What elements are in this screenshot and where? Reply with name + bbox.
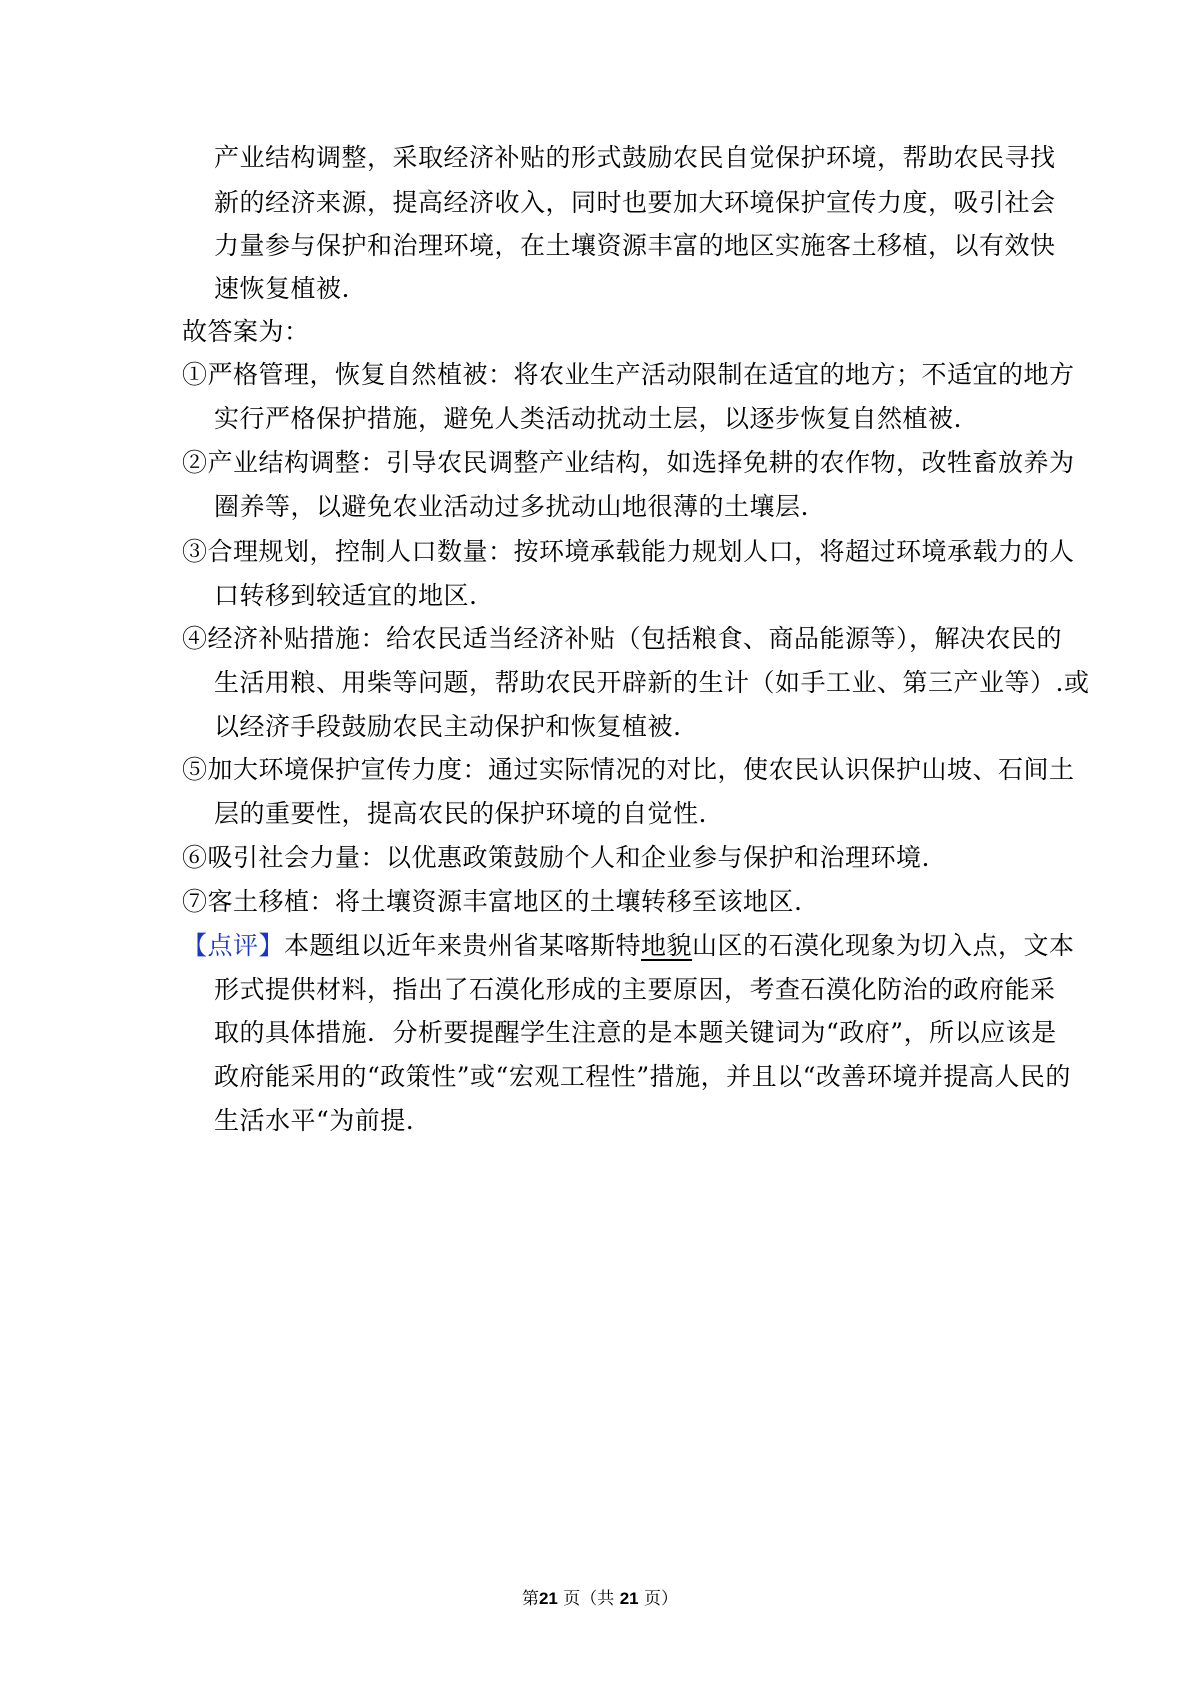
comment-line: 生活水平“为前提. — [214, 1106, 415, 1135]
paragraph-line: 速恢复植被. — [214, 274, 350, 303]
answer-item-3: ③合理规划，控制人口数量：按环境承载能力规划人口，将超过环境承载力的人 — [182, 537, 1075, 566]
answer-item-2-cont: 圈养等，以避免农业活动过多扰动山地很薄的土壤层. — [214, 492, 809, 521]
comment-line: 政府能采用的“政策性”或“宏观工程性”措施，并且以“改善环境并提高人民的 — [214, 1062, 1071, 1091]
paragraph-line: 力量参与保护和治理环境，在土壤资源丰富的地区实施客土移植，以有效快 — [214, 231, 1056, 260]
answer-item-4-cont: 以经济手段鼓励农民主动保护和恢复植被. — [214, 712, 682, 741]
answer-item-1-cont: 实行严格保护措施，避免人类活动扰动土层，以逐步恢复自然植被. — [214, 404, 962, 433]
comment-text: 山区的石漠化现象为切入点，文本 — [692, 931, 1075, 960]
comment-line: 取的具体措施．分析要提醒学生注意的是本题关键词为“政府”，所以应该是 — [214, 1018, 1057, 1047]
answer-item-2: ②产业结构调整：引导农民调整产业结构，如选择免耕的农作物，改牲畜放养为 — [182, 448, 1075, 477]
total-page-number: 21 — [619, 1589, 639, 1608]
answer-item-5-cont: 层的重要性，提高农民的保护环境的自觉性. — [214, 799, 707, 828]
paragraph-line: 产业结构调整，采取经济补贴的形式鼓励农民自觉保护环境，帮助农民寻找 — [214, 143, 1056, 172]
answer-item-3-cont: 口转移到较适宜的地区. — [214, 581, 478, 610]
answer-item-1: ①严格管理，恢复自然植被：将农业生产活动限制在适宜的地方；不适宜的地方 — [182, 360, 1075, 389]
comment-line: 形式提供材料，指出了石漠化形成的主要原因，考查石漠化防治的政府能采 — [214, 975, 1056, 1004]
paragraph-line: 新的经济来源，提高经济收入，同时也要加大环境保护宣传力度，吸引社会 — [214, 188, 1056, 217]
comment-text: 本题组以近年来贵州省某喀斯特 — [284, 931, 642, 960]
current-page-number: 21 — [538, 1589, 558, 1608]
answer-item-4: ④经济补贴措施：给农民适当经济补贴（包括粮食、商品能源等），解决农民的 — [182, 624, 1063, 653]
answer-item-7: ⑦客土移植：将土壤资源丰富地区的土壤转移至该地区. — [182, 887, 803, 916]
page-footer: 第21 页（共 21 页） — [521, 1589, 679, 1609]
comment-tag: 【点评】 — [182, 931, 285, 960]
answer-item-5: ⑤加大环境保护宣传力度：通过实际情况的对比，使农民认识保护山坡、石间土 — [182, 755, 1075, 784]
comment-first-line — [182, 929, 1075, 963]
answer-item-4-cont: 生活用粮、用柴等问题，帮助农民开辟新的生计（如手工业、第三产业等）.或 — [214, 668, 1090, 697]
answer-item-6: ⑥吸引社会力量：以优惠政策鼓励个人和企业参与保护和治理环境. — [182, 843, 930, 872]
answer-heading: 故答案为： — [182, 317, 310, 346]
comment-underlined-term: 地貌 — [641, 931, 693, 960]
